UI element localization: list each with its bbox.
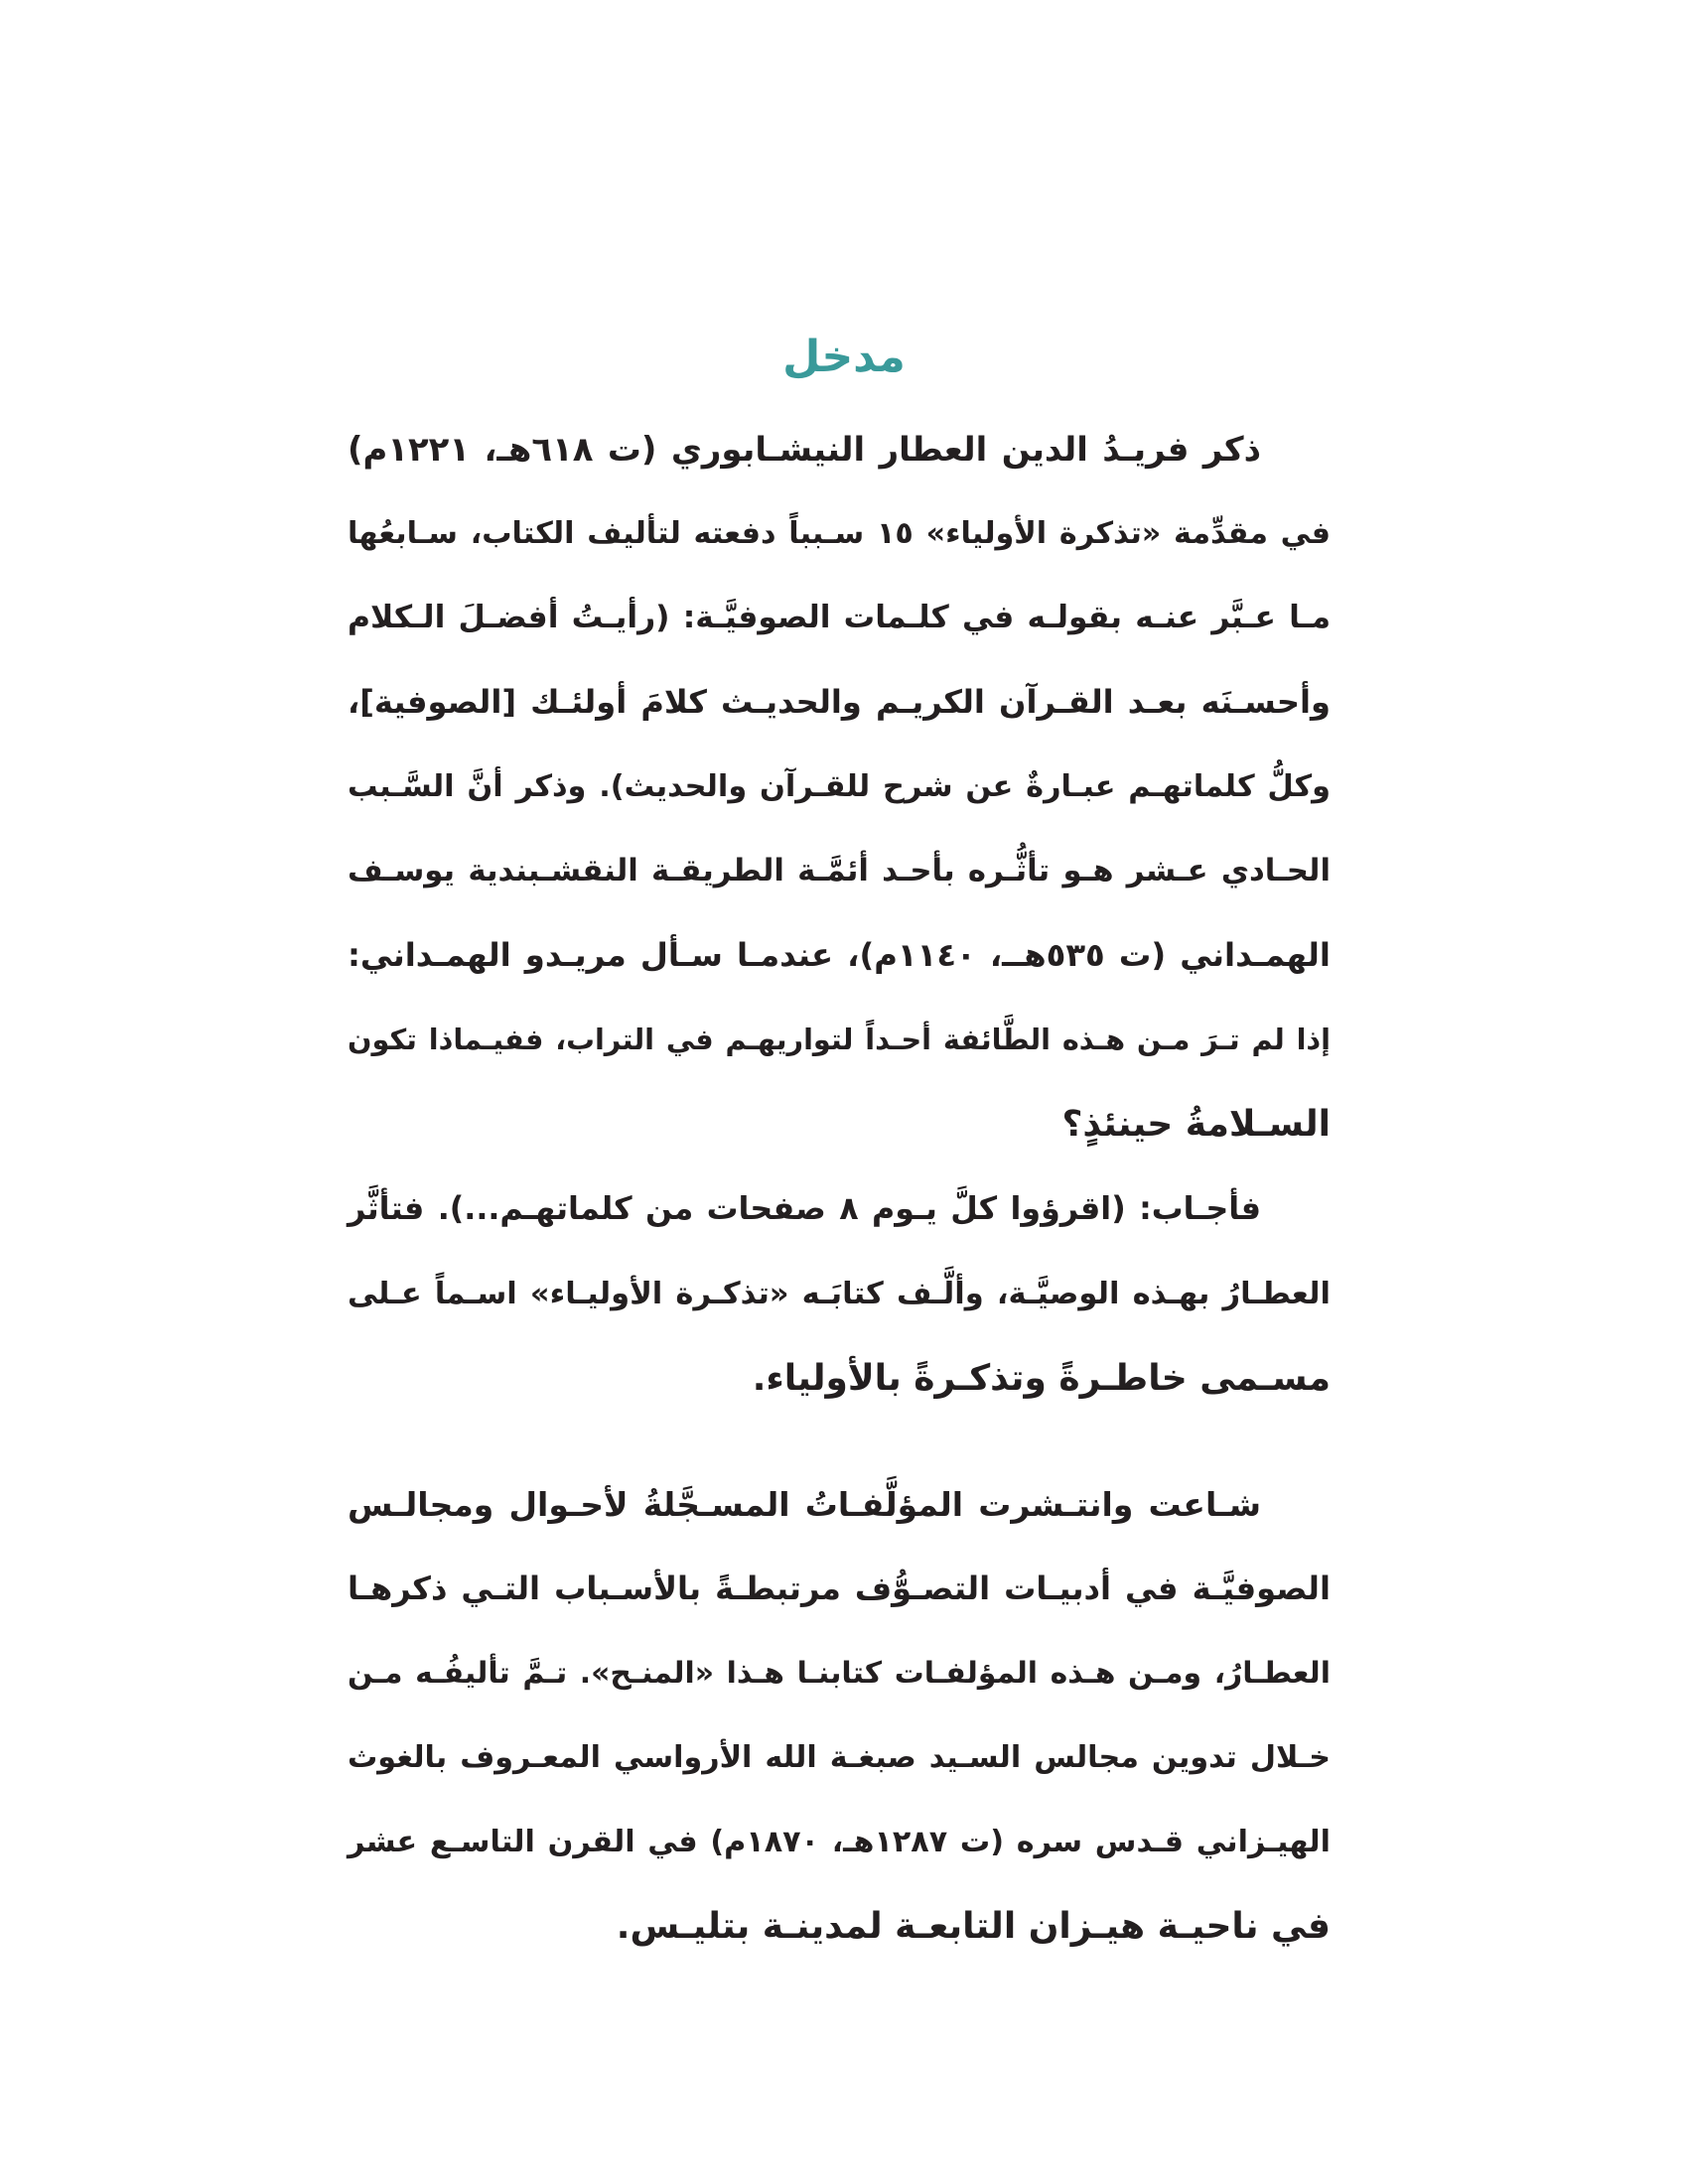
text-line: وكلُّ كلماتهـم عبـارةٌ عن شرح للقـرآن والحديث). وذكر أنَّ السَّـبب	[348, 769, 1331, 804]
text-line: وأحسـنَه بعـد القـرآن الكريـم والحديـث كلامَ أولئـك [الصوفية]،	[348, 683, 1331, 721]
text-line: مـا عـبَّر عنـه بقولـه في كلـمات الصوفيَّـة: (رأيـتُ أفضـلَ الـكلام	[348, 600, 1331, 635]
text-line: السـلامةُ حينئذٍ؟	[1061, 1104, 1331, 1145]
text-line: خـلال تدوين مجالس السـيد صبغـة الله الأرواسي المعـروف بالغوث	[348, 1740, 1331, 1775]
text-line: الهمـداني (ت ٥٣٥هــ، ١١٤٠م)، عندمـا سـأل مريـدو الهمـداني:	[348, 936, 1331, 974]
paragraph-2	[348, 1167, 1331, 1421]
text-line: العطـارُ، ومـن هـذه المؤلفـات كتابنـا هـذا «المنـح». تـمَّ تأليفُـه مـن	[348, 1656, 1331, 1691]
text-line: إذا لم تـرَ مـن هـذه الطَّائفة أحـداً لتواريهـم في التراب، ففيـماذا تكون	[348, 1023, 1331, 1056]
page-title: مدخل	[782, 332, 906, 383]
text-line: الصوفيَّـة في أدبيـات التصـوُّف مرتبطـةً بالأسـباب التـي ذكرهـا	[348, 1570, 1331, 1607]
text-line: شـاعت وانتـشرت المؤلَّفـاتُ المسـجَّلةُ لأحـوال ومجالـس	[348, 1485, 1261, 1524]
text-line: الحـادي عـشر هـو تأثُّـره بأحـد أئمَّـة الطريقـة النقشـبندية يوسـف	[348, 853, 1331, 888]
text-line: في مقدِّمة «تذكرة الأولياء» ١٥ سـبباً دفعته لتأليف الكتاب، سـابعُها	[348, 516, 1331, 551]
text-line: الهيـزاني قـدس سره (ت ١٢٨٧هـ، ١٨٧٠م) في القرن التاسـع عشر	[348, 1825, 1331, 1859]
text-line: مسـمى خاطـرةً وتذكـرةً بالأولياء.	[752, 1358, 1331, 1399]
paragraph-3	[348, 1462, 1331, 1969]
text-line: العطـارُ بهـذه الوصيَّـة، وألَّـف كتابَـه «تذكـرة الأوليـاء» اسـماً عـلى	[348, 1277, 1331, 1311]
text-line: في ناحيـة هيـزان التابعـة لمدينـة بتليـس.	[616, 1906, 1331, 1947]
text-line: فأجـاب: (اقرؤوا كلَّ يـوم ٨ صفحات من كلماتهـم...). فتأثَّر	[348, 1191, 1261, 1227]
paragraph-1	[348, 407, 1331, 1166]
text-line: ذكر فريـدُ الدين العطار النيشـابوري (ت ٦١٨هـ، ١٢٢١م)	[348, 430, 1261, 469]
